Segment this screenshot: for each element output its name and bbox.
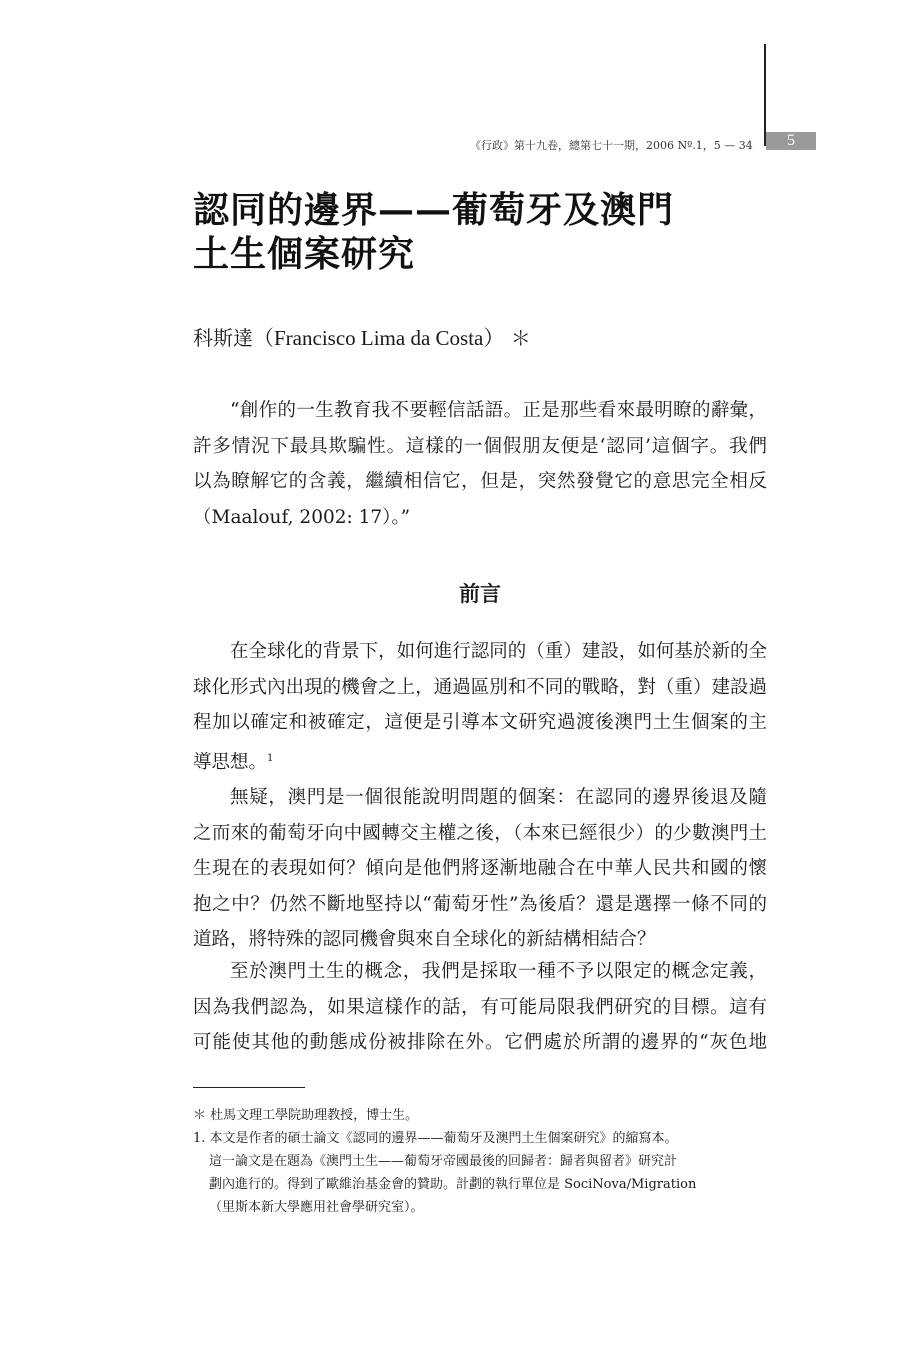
paragraph-line: 程加以確定和被確定，這便是引導本文研究過渡後澳門土生個案的主 — [193, 712, 767, 733]
paragraph-2 — [193, 780, 767, 958]
paragraph-line: 之而來的葡萄牙向中國轉交主權之後，（本來已經很少）的少數澳門土 — [193, 822, 767, 844]
footnote-author: ＊ 杜馬文理工學院助理教授，博士生。 — [193, 1108, 419, 1123]
title-line-1: 認同的邊界——葡萄牙及澳門 — [193, 189, 675, 231]
paragraph-line: 至於澳門土生的概念，我們是採取一種不予以限定的概念定義， — [230, 961, 767, 982]
paragraph-line: 道路，將特殊的認同機會與來自全球化的新結構相結合？ — [193, 929, 656, 950]
footnote-1-line: （里斯本新大學應用社會學研究室）。 — [209, 1200, 424, 1215]
running-head: 《行政》第十九卷，總第七十一期，2006 Nº.1，5 — 34 — [470, 139, 753, 152]
margin-rule — [764, 44, 766, 146]
paragraph-line: 可能使其他的動態成份被排除在外。它們處於所謂的邊界的“灰色地 — [193, 1032, 767, 1053]
paragraph-line: 球化形式內出現的機會之上，通過區別和不同的戰略，對（重）建設過 — [193, 676, 767, 698]
footnote-1-line: 這一論文是在題為《澳門土生——葡萄牙帝國最後的回歸者：歸者與留者》研究計 — [209, 1154, 678, 1169]
paragraph-line-text: 導思想。 — [193, 751, 268, 773]
epigraph-line: 許多情況下最具欺騙性。這樣的一個假朋友便是‘認同’這個字。我們 — [193, 435, 767, 457]
footnote-ref: 1 — [267, 752, 274, 764]
author-name-latin: （Francisco Lima da Costa） — [253, 326, 505, 350]
footnote-1-line: 劃內進行的。得到了歐維治基金會的贊助。計劃的執行單位是 SociNova/Migration — [209, 1177, 697, 1192]
article-title — [193, 188, 674, 276]
epigraph-line: （Maalouf, 2002: 17）。” — [193, 506, 411, 528]
author-footnote-mark: ＊ — [510, 326, 531, 350]
epigraph-line: “創作的一生教育我不要輕信話語。正是那些看來最明瞭的辭彙， — [230, 400, 767, 421]
paragraph-1 — [193, 634, 767, 780]
footnote-1-line: 1. 本文是作者的碩士論文《認同的邊界——葡萄牙及澳門土生個案研究》的縮寫本。 — [193, 1131, 678, 1146]
author-line — [193, 322, 531, 352]
section-heading: 前言 — [459, 581, 501, 606]
paragraph-3 — [193, 954, 767, 1061]
epigraph-line: 以為瞭解它的含義，繼續相信它，但是，突然發覺它的意思完全相反 — [193, 471, 767, 492]
paragraph-line: 無疑，澳門是一個很能說明問題的個案：在認同的邊界後退及隨 — [230, 787, 767, 808]
author-name-cn: 科斯達 — [193, 326, 253, 350]
paragraph-line: 在全球化的背景下，如何進行認同的（重）建設，如何基於新的全 — [230, 641, 767, 662]
title-line-2: 土生個案研究 — [193, 233, 416, 275]
page-number: 5 — [766, 132, 816, 150]
paragraph-line: 抱之中？仍然不斷地堅持以“葡萄牙性”為後盾？還是選擇一條不同的 — [193, 893, 767, 915]
footnote-rule — [193, 1087, 305, 1088]
epigraph — [193, 393, 767, 535]
footnotes — [193, 1104, 773, 1219]
paragraph-line: 生現在的表現如何？傾向是他們將逐漸地融合在中華人民共和國的懷 — [193, 858, 767, 879]
paragraph-line: 因為我們認為，如果這樣作的話，有可能局限我們研究的目標。這有 — [193, 996, 767, 1018]
paragraph-line — [193, 741, 767, 781]
